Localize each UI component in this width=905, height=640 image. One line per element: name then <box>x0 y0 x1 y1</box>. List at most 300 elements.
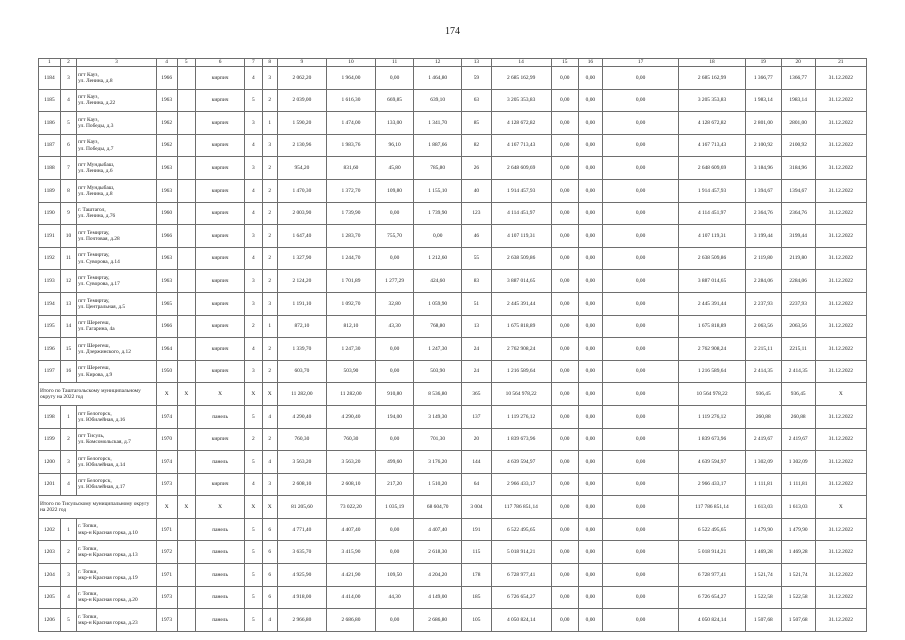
table-cell: 1 964,00 <box>326 67 375 90</box>
table-cell: 2 <box>245 428 262 451</box>
table-cell: 2 648 609,69 <box>491 157 551 180</box>
table-cell <box>177 247 196 270</box>
table-cell: 0,00 <box>551 586 578 609</box>
table-cell: 910,80 <box>376 383 414 406</box>
table-cell: 0,00 <box>551 338 578 361</box>
address-cell: пгт Белогорск, ул. Юбилейная, д.16 <box>77 405 157 428</box>
column-number-header: 18 <box>679 59 746 67</box>
table-cell: X <box>177 383 196 406</box>
table-cell: 603,70 <box>277 360 326 383</box>
table-cell: 0,00 <box>578 405 602 428</box>
address-cell: пгт Темиртау, ул. Центральная, д.5 <box>77 292 157 315</box>
table-cell: X <box>196 383 245 406</box>
table-cell: 1 372,70 <box>326 179 375 202</box>
table-cell: 3 563,20 <box>326 451 375 474</box>
table-cell: 1196 <box>39 338 61 361</box>
table-cell: 1 464,80 <box>414 67 462 90</box>
table-cell: 0,00 <box>578 518 602 541</box>
table-cell: 503,90 <box>326 360 375 383</box>
table-cell: 1202 <box>39 518 61 541</box>
table-cell <box>177 315 196 338</box>
table-cell: кирпич <box>196 428 245 451</box>
column-number-header: 7 <box>245 59 262 67</box>
table-cell: 499,60 <box>376 451 414 474</box>
table-cell: кирпич <box>196 202 245 225</box>
table-cell: 1 675 818,89 <box>491 315 551 338</box>
table-cell <box>177 270 196 293</box>
table-row <box>39 518 867 541</box>
address-cell: пгт Тисуль, ул. Комсомольская, д.7 <box>77 428 157 451</box>
column-number-header: 11 <box>376 59 414 67</box>
table-cell: 11 282,00 <box>277 383 326 406</box>
table-cell: 0,00 <box>376 202 414 225</box>
table-cell: 2215,11 <box>781 338 815 361</box>
address-cell: пгт Шерегеш, ул. Дзержинского, д.12 <box>77 338 157 361</box>
table-cell <box>177 564 196 587</box>
table-cell: 137 <box>462 405 491 428</box>
table-cell: 2 414,35 <box>745 360 781 383</box>
address-cell: пгт Темиртау, ул. Суворова, д.17 <box>77 270 157 293</box>
table-cell: панель <box>196 518 245 541</box>
table-cell: 4 <box>60 586 76 609</box>
table-cell: 503,90 <box>414 360 462 383</box>
table-cell: 4 <box>262 405 277 428</box>
table-cell: 1 302,09 <box>781 451 815 474</box>
table-cell: 0,00 <box>551 564 578 587</box>
table-cell: 96,10 <box>376 134 414 157</box>
table-cell: 4 128 672,82 <box>491 112 551 135</box>
table-cell: 0,00 <box>551 202 578 225</box>
table-row <box>39 112 867 135</box>
table-cell: 2 215,11 <box>745 338 781 361</box>
column-number-header: 4 <box>156 59 177 67</box>
table-cell: панель <box>196 609 245 632</box>
table-cell: 7 <box>60 157 76 180</box>
table-cell: 4 128 672,82 <box>679 112 746 135</box>
table-cell: 1203 <box>39 541 61 564</box>
table-row <box>39 541 867 564</box>
table-cell: 4 <box>245 179 262 202</box>
table-cell: 5 <box>60 609 76 632</box>
table-cell: 760,30 <box>277 428 326 451</box>
table-cell: 45,80 <box>376 157 414 180</box>
table-cell: 1 469,28 <box>781 541 815 564</box>
table-cell: 0,00 <box>551 179 578 202</box>
table-cell: 768,80 <box>414 315 462 338</box>
table-cell: 0,00 <box>551 405 578 428</box>
table-cell: 4 167 713,43 <box>679 134 746 157</box>
table-cell: 1197 <box>39 360 61 383</box>
table-cell: 6 522 495,65 <box>679 518 746 541</box>
table-cell: 1964 <box>156 338 177 361</box>
table-cell: 1 394,67 <box>745 179 781 202</box>
table-cell: 2 966 433,17 <box>491 473 551 496</box>
table-row <box>39 360 867 383</box>
table-cell: 1 247,30 <box>326 338 375 361</box>
table-cell: 812,10 <box>326 315 375 338</box>
column-number-header: 5 <box>177 59 196 67</box>
address-cell: пгт Белогорск, ул. Юбилейная, д.17 <box>77 473 157 496</box>
address-cell: г. Топки, мкр-н Красная горка, д.19 <box>77 564 157 587</box>
table-cell: 1965 <box>156 292 177 315</box>
address-cell: пгт Кауз, ул. Ленина, д.22 <box>77 89 157 112</box>
table-cell: 1200 <box>39 451 61 474</box>
table-cell: 10 <box>60 225 76 248</box>
address-cell: пгт Темиртау, ул. Суворова, д.14 <box>77 247 157 270</box>
address-cell: пгт Кауз, ул. Ленина, д.8 <box>77 67 157 90</box>
table-cell: 4 107 119,31 <box>491 225 551 248</box>
table-cell: 2 003,90 <box>277 202 326 225</box>
table-cell: кирпич <box>196 157 245 180</box>
table-row <box>39 270 867 293</box>
table-cell: кирпич <box>196 112 245 135</box>
column-number-header: 13 <box>462 59 491 67</box>
table-cell: 31.12.2022 <box>815 451 866 474</box>
table-cell: 1 613,03 <box>781 496 815 519</box>
table-cell <box>177 338 196 361</box>
table-cell: 755,70 <box>376 225 414 248</box>
table-cell: 0,00 <box>376 541 414 564</box>
table-cell: 2 119,80 <box>745 247 781 270</box>
table-cell: X <box>245 383 262 406</box>
table-cell: 0,00 <box>602 112 678 135</box>
table-cell: 0,00 <box>551 360 578 383</box>
table-cell: 31.12.2022 <box>815 518 866 541</box>
table-cell: 8 536,80 <box>414 383 462 406</box>
table-cell: 2 685 162,99 <box>491 67 551 90</box>
table-cell: 115 <box>462 541 491 564</box>
table-cell: 3 <box>262 67 277 90</box>
table-cell: X <box>262 496 277 519</box>
table-cell: X <box>815 383 866 406</box>
table-cell: 0,00 <box>578 451 602 474</box>
table-cell: 4 114 451,97 <box>679 202 746 225</box>
table-cell: 669,85 <box>376 89 414 112</box>
table-cell: 0,00 <box>551 428 578 451</box>
table-cell: 1963 <box>156 89 177 112</box>
table-cell: 31.12.2022 <box>815 157 866 180</box>
table-cell: 0,00 <box>602 225 678 248</box>
table-cell: 117 786 851,14 <box>491 496 551 519</box>
address-cell: пгт Темиртау, ул. Почтовая, д.28 <box>77 225 157 248</box>
table-cell: 1966 <box>156 315 177 338</box>
column-number-header: 8 <box>262 59 277 67</box>
column-number-row <box>39 59 867 67</box>
table-cell <box>177 451 196 474</box>
table-cell: 2364,76 <box>781 202 815 225</box>
table-cell: 2 <box>262 157 277 180</box>
table-cell: 0,00 <box>578 134 602 157</box>
table-cell: 2 <box>60 541 76 564</box>
table-cell: 10 564 978,22 <box>491 383 551 406</box>
subtotal-label: Итого по Таштагольскому муниципальному округу на 2022 год <box>39 383 157 406</box>
table-cell: 1 <box>262 112 277 135</box>
table-cell: 2 608,10 <box>277 473 326 496</box>
table-cell: 1 155,10 <box>414 179 462 202</box>
table-cell: 1 244,70 <box>326 247 375 270</box>
table-cell: 1198 <box>39 405 61 428</box>
table-cell: 4 107 119,31 <box>679 225 746 248</box>
table-cell: X <box>245 496 262 519</box>
table-cell: 2 039,00 <box>277 89 326 112</box>
table-cell: 3 199,44 <box>745 225 781 248</box>
table-cell: 81 205,60 <box>277 496 326 519</box>
column-number-header: 3 <box>77 59 157 67</box>
table-cell <box>177 225 196 248</box>
table-cell: 1186 <box>39 112 61 135</box>
table-cell: 1 327,90 <box>277 247 326 270</box>
table-cell: 0,00 <box>578 315 602 338</box>
table-cell: 1 111,81 <box>745 473 781 496</box>
table-cell: 1 059,90 <box>414 292 462 315</box>
table-cell: 4 <box>245 134 262 157</box>
table-cell: 1 479,90 <box>781 518 815 541</box>
table-cell: кирпич <box>196 270 245 293</box>
table-cell: 109,80 <box>376 179 414 202</box>
table-cell: 3 205 353,83 <box>491 89 551 112</box>
address-cell: пгт Кауз, ул. Победы, д.3 <box>77 112 157 135</box>
table-row <box>39 292 867 315</box>
table-cell: 6 <box>262 564 277 587</box>
table-cell <box>177 292 196 315</box>
table-cell: 2063,56 <box>781 315 815 338</box>
table-cell: 2 801,00 <box>745 112 781 135</box>
table-cell: 109,50 <box>376 564 414 587</box>
table-cell: X <box>262 383 277 406</box>
table-cell: 4 <box>245 202 262 225</box>
table-cell: 2 <box>262 270 277 293</box>
table-cell: 4 918,00 <box>277 586 326 609</box>
table-cell: 5 <box>60 112 76 135</box>
table-cell: 31.12.2022 <box>815 270 866 293</box>
table-cell <box>177 541 196 564</box>
table-cell: 2 062,20 <box>277 67 326 90</box>
table-cell: 0,00 <box>578 179 602 202</box>
table-cell: 1970 <box>156 428 177 451</box>
table-cell: 2 762 908,24 <box>679 338 746 361</box>
table-cell: 2 648 609,69 <box>679 157 746 180</box>
table-cell: 3 <box>245 112 262 135</box>
column-number-header: 15 <box>551 59 578 67</box>
table-cell: 31.12.2022 <box>815 609 866 632</box>
table-cell: 31.12.2022 <box>815 338 866 361</box>
table-cell: 64 <box>462 473 491 496</box>
table-cell: кирпич <box>196 338 245 361</box>
table-cell: 59 <box>462 67 491 90</box>
table-cell: 0,00 <box>578 496 602 519</box>
table-cell: 0,00 <box>602 89 678 112</box>
table-cell: 2 <box>245 315 262 338</box>
table-cell: 2801,00 <box>781 112 815 135</box>
table-cell: 63 <box>462 89 491 112</box>
table-row <box>39 564 867 587</box>
table-cell: 1 839 673,96 <box>491 428 551 451</box>
table-row <box>39 451 867 474</box>
subtotal-label: Итого по Тисульскому муниципальному округу на 2022 год <box>39 496 157 519</box>
table-cell: 1 <box>60 405 76 428</box>
table-cell: 0,00 <box>551 496 578 519</box>
table-cell: 0,00 <box>602 270 678 293</box>
table-cell: 4 <box>60 89 76 112</box>
column-number-header: 6 <box>196 59 245 67</box>
table-cell: 3 887 014,65 <box>491 270 551 293</box>
table-cell: 1191 <box>39 225 61 248</box>
table-cell: 1199 <box>39 428 61 451</box>
table-cell: 1184 <box>39 67 61 90</box>
table-cell: 3 <box>60 564 76 587</box>
table-cell: 5 <box>245 586 262 609</box>
table-cell: 46 <box>462 225 491 248</box>
table-cell: 0,00 <box>551 247 578 270</box>
table-cell: 0,00 <box>602 134 678 157</box>
table-cell: 3 635,70 <box>277 541 326 564</box>
table-cell: 5 018 914,21 <box>679 541 746 564</box>
table-cell: 1195 <box>39 315 61 338</box>
table-cell: 1 739,90 <box>414 202 462 225</box>
table-cell: 1205 <box>39 586 61 609</box>
table-cell: 1204 <box>39 564 61 587</box>
table-cell: 0,00 <box>602 586 678 609</box>
table-cell: кирпич <box>196 315 245 338</box>
table-cell: 0,00 <box>602 157 678 180</box>
table-cell: 0,00 <box>602 473 678 496</box>
table-cell: 0,00 <box>376 67 414 90</box>
table-cell: 3 887 014,65 <box>679 270 746 293</box>
table-cell: 31.12.2022 <box>815 564 866 587</box>
table-cell: 4 771,40 <box>277 518 326 541</box>
table-cell: 1 521,74 <box>745 564 781 587</box>
address-cell: г. Топки, мкр-н Красная горка, д.13 <box>77 541 157 564</box>
table-cell: 1966 <box>156 67 177 90</box>
table-cell: X <box>815 496 866 519</box>
table-cell: 2 618,30 <box>414 541 462 564</box>
table-cell: 32,80 <box>376 292 414 315</box>
table-cell: 0,00 <box>602 67 678 90</box>
table-cell <box>177 112 196 135</box>
address-cell: пгт Белогорск, ул. Юбилейная, д.14 <box>77 451 157 474</box>
table-cell: 0,00 <box>551 315 578 338</box>
table-cell: 2 364,76 <box>745 202 781 225</box>
table-cell: 0,00 <box>551 473 578 496</box>
table-cell: 178 <box>462 564 491 587</box>
address-cell: г. Таштагол, ул. Ленина, д.76 <box>77 202 157 225</box>
table-cell: 0,00 <box>551 112 578 135</box>
table-cell <box>177 67 196 90</box>
table-cell: 3184,96 <box>781 157 815 180</box>
table-cell: 1 339,70 <box>277 338 326 361</box>
table-cell: 31.12.2022 <box>815 247 866 270</box>
table-cell: 4 114 451,97 <box>491 202 551 225</box>
table-cell: 1 341,70 <box>414 112 462 135</box>
table-cell: 31.12.2022 <box>815 315 866 338</box>
table-cell: 3 563,20 <box>277 451 326 474</box>
table-cell: 1 474,00 <box>326 112 375 135</box>
table-cell: 1962 <box>156 112 177 135</box>
table-cell: 0,00 <box>578 292 602 315</box>
table-cell: 0,00 <box>551 270 578 293</box>
table-cell: 0,00 <box>376 428 414 451</box>
table-cell: 3 <box>245 270 262 293</box>
table-cell: 1963 <box>156 270 177 293</box>
table-row <box>39 247 867 270</box>
table-cell: 0,00 <box>551 292 578 315</box>
table-cell: 2 414,35 <box>781 360 815 383</box>
table-cell: 1 212,60 <box>414 247 462 270</box>
table-cell: 1 216 589,64 <box>491 360 551 383</box>
table-cell: 105 <box>462 609 491 632</box>
column-number-header: 1 <box>39 59 61 67</box>
table-cell: 5 018 914,21 <box>491 541 551 564</box>
table-cell: 43,30 <box>376 315 414 338</box>
table-cell: 1963 <box>156 179 177 202</box>
table-cell: 2 966 433,17 <box>679 473 746 496</box>
table-cell: 1394,67 <box>781 179 815 202</box>
table-cell: 0,00 <box>602 360 678 383</box>
table-cell: 1 366,77 <box>745 67 781 90</box>
table-cell: 3 <box>245 157 262 180</box>
table-cell: 5 <box>245 518 262 541</box>
table-cell: 4 639 594,97 <box>491 451 551 474</box>
table-cell: 872,10 <box>277 315 326 338</box>
table-cell: 2237,93 <box>781 292 815 315</box>
table-cell: 0,00 <box>602 496 678 519</box>
table-cell: 260,88 <box>781 405 815 428</box>
table-cell: 760,30 <box>326 428 375 451</box>
table-cell: 217,20 <box>376 473 414 496</box>
table-cell: 936,45 <box>745 383 781 406</box>
table-cell: 0,00 <box>578 157 602 180</box>
table-cell: 5 <box>245 609 262 632</box>
table-row <box>39 157 867 180</box>
table-cell: 2 686,80 <box>414 609 462 632</box>
table-cell: 831,60 <box>326 157 375 180</box>
table-cell: 0,00 <box>602 179 678 202</box>
table-cell: X <box>156 496 177 519</box>
table-cell: 0,00 <box>578 89 602 112</box>
address-cell: г. Топки, мкр-н Красная горка, д.23 <box>77 609 157 632</box>
table-cell: 1189 <box>39 179 61 202</box>
table-cell: 1194 <box>39 292 61 315</box>
table-row <box>39 179 867 202</box>
table-cell: 1192 <box>39 247 61 270</box>
table-cell: 16 <box>60 360 76 383</box>
address-cell: пгт Шерегеш, ул. Гагарина, 4а <box>77 315 157 338</box>
table-cell: 2 419,67 <box>745 428 781 451</box>
table-cell: 6 728 977,41 <box>679 564 746 587</box>
address-cell: пгт Кауз, ул. Победы, д.7 <box>77 134 157 157</box>
table-cell: 2 762 908,24 <box>491 338 551 361</box>
table-cell: 24 <box>462 360 491 383</box>
table-cell: 1 521,74 <box>781 564 815 587</box>
table-cell: 1971 <box>156 564 177 587</box>
table-cell: 1 035,19 <box>376 496 414 519</box>
subtotal-row <box>39 496 867 519</box>
table-row <box>39 202 867 225</box>
table-cell: 4 149,00 <box>414 586 462 609</box>
table-cell: 2 <box>262 338 277 361</box>
table-cell: кирпич <box>196 179 245 202</box>
table-cell: 954,20 <box>277 157 326 180</box>
table-cell: 1 616,30 <box>326 89 375 112</box>
table-row <box>39 315 867 338</box>
table-cell: X <box>156 383 177 406</box>
table-cell: 0,00 <box>602 292 678 315</box>
table-cell: 40 <box>462 179 491 202</box>
address-cell: пгт Мундыбаш, ул. Ленина, д.8 <box>77 179 157 202</box>
table-cell: 0,00 <box>602 428 678 451</box>
table-cell: 1 302,09 <box>745 451 781 474</box>
table-cell: 2 445 391,44 <box>491 292 551 315</box>
